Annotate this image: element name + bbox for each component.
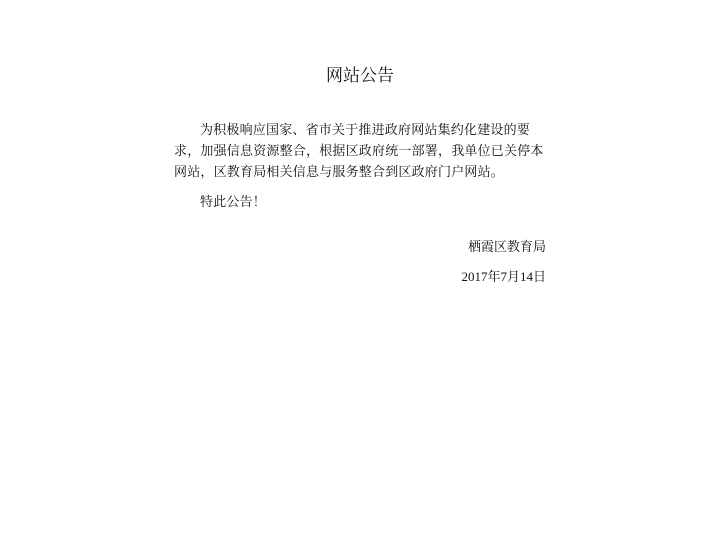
notice-closing: 特此公告！ <box>200 195 267 210</box>
page-title: 网站公告 <box>326 66 394 86</box>
notice-container <box>174 64 546 287</box>
notice-signature: 栖霞区教育局 <box>467 240 546 255</box>
notice-body: 为积极响应国家、省市关于推进政府网站集约化建设的要求，加强信息资源整合，根据区政府统一部署，我单位已关停本网站，区教育局相关信息与服务整合到区政府门户网站。 <box>174 123 544 180</box>
notice-date: 2017年7月14日 <box>461 269 546 284</box>
